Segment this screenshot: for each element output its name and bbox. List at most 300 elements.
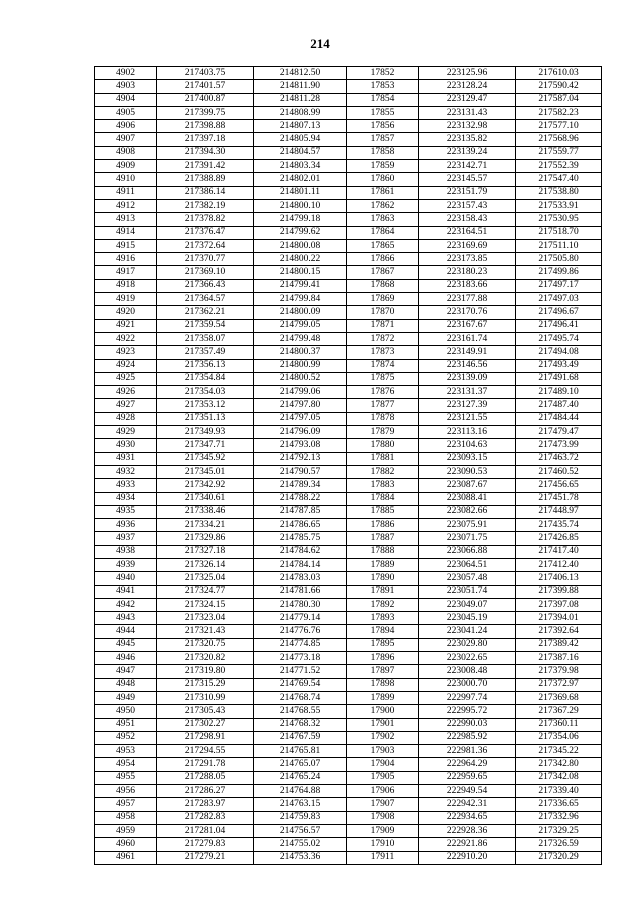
point-number-a-cell: 4945 (95, 638, 157, 651)
x-coordinate-a-cell: 217391.42 (157, 160, 254, 173)
x-coordinate-a-cell: 217334.21 (157, 519, 254, 532)
y-coordinate-b-cell: 217463.72 (516, 452, 602, 465)
point-number-b-cell: 17897 (347, 665, 419, 678)
table-row (95, 612, 602, 625)
point-number-b-cell: 17888 (347, 545, 419, 558)
point-number-a-cell: 4934 (95, 492, 157, 505)
table-row (95, 638, 602, 651)
y-coordinate-b-cell: 217495.74 (516, 332, 602, 345)
y-coordinate-b-cell: 217518.70 (516, 226, 602, 239)
x-coordinate-b-cell: 223146.56 (419, 359, 516, 372)
table-row (95, 851, 602, 864)
point-number-b-cell: 17867 (347, 266, 419, 279)
point-number-b-cell: 17871 (347, 319, 419, 332)
point-number-a-cell: 4946 (95, 652, 157, 665)
y-coordinate-b-cell: 217336.65 (516, 798, 602, 811)
point-number-b-cell: 17883 (347, 479, 419, 492)
x-coordinate-a-cell: 217401.57 (157, 80, 254, 93)
point-number-a-cell: 4941 (95, 585, 157, 598)
table-row (95, 93, 602, 106)
y-coordinate-a-cell: 214800.37 (254, 346, 347, 359)
point-number-b-cell: 17910 (347, 838, 419, 851)
x-coordinate-a-cell: 217354.84 (157, 372, 254, 385)
table-row (95, 213, 602, 226)
table-row (95, 479, 602, 492)
table-row (95, 426, 602, 439)
point-number-b-cell: 17901 (347, 718, 419, 731)
table-row (95, 771, 602, 784)
table-row (95, 558, 602, 571)
x-coordinate-a-cell: 217324.15 (157, 598, 254, 611)
point-number-b-cell: 17870 (347, 306, 419, 319)
y-coordinate-b-cell: 217326.59 (516, 838, 602, 851)
x-coordinate-a-cell: 217397.18 (157, 133, 254, 146)
x-coordinate-a-cell: 217378.82 (157, 213, 254, 226)
point-number-a-cell: 4927 (95, 399, 157, 412)
x-coordinate-a-cell: 217403.75 (157, 67, 254, 80)
point-number-a-cell: 4940 (95, 572, 157, 585)
x-coordinate-b-cell: 223093.15 (419, 452, 516, 465)
point-number-b-cell: 17852 (347, 67, 419, 80)
y-coordinate-a-cell: 214808.99 (254, 106, 347, 119)
x-coordinate-a-cell: 217282.83 (157, 811, 254, 824)
point-number-a-cell: 4958 (95, 811, 157, 824)
table-row (95, 279, 602, 292)
point-number-a-cell: 4931 (95, 452, 157, 465)
x-coordinate-a-cell: 217345.92 (157, 452, 254, 465)
point-number-a-cell: 4928 (95, 412, 157, 425)
point-number-b-cell: 17875 (347, 372, 419, 385)
x-coordinate-a-cell: 217327.18 (157, 545, 254, 558)
y-coordinate-a-cell: 214788.22 (254, 492, 347, 505)
point-number-a-cell: 4917 (95, 266, 157, 279)
y-coordinate-b-cell: 217399.88 (516, 585, 602, 598)
point-number-a-cell: 4959 (95, 824, 157, 837)
y-coordinate-b-cell: 217392.64 (516, 625, 602, 638)
y-coordinate-b-cell: 217451.78 (516, 492, 602, 505)
y-coordinate-b-cell: 217460.52 (516, 465, 602, 478)
point-number-b-cell: 17857 (347, 133, 419, 146)
x-coordinate-a-cell: 217394.30 (157, 146, 254, 159)
point-number-b-cell: 17865 (347, 239, 419, 252)
x-coordinate-b-cell: 223132.98 (419, 120, 516, 133)
y-coordinate-b-cell: 217369.68 (516, 691, 602, 704)
y-coordinate-b-cell: 217342.80 (516, 758, 602, 771)
y-coordinate-a-cell: 214776.76 (254, 625, 347, 638)
point-number-a-cell: 4947 (95, 665, 157, 678)
point-number-b-cell: 17907 (347, 798, 419, 811)
y-coordinate-a-cell: 214801.11 (254, 186, 347, 199)
x-coordinate-b-cell: 223022.65 (419, 652, 516, 665)
table-row (95, 492, 602, 505)
table-row (95, 452, 602, 465)
point-number-a-cell: 4952 (95, 731, 157, 744)
y-coordinate-a-cell: 214811.28 (254, 93, 347, 106)
x-coordinate-b-cell: 223045.19 (419, 612, 516, 625)
point-number-b-cell: 17906 (347, 785, 419, 798)
table-row (95, 745, 602, 758)
y-coordinate-a-cell: 214767.59 (254, 731, 347, 744)
y-coordinate-b-cell: 217329.25 (516, 824, 602, 837)
x-coordinate-a-cell: 217356.13 (157, 359, 254, 372)
x-coordinate-a-cell: 217338.46 (157, 505, 254, 518)
y-coordinate-b-cell: 217590.42 (516, 80, 602, 93)
x-coordinate-b-cell: 223167.67 (419, 319, 516, 332)
y-coordinate-b-cell: 217448.97 (516, 505, 602, 518)
x-coordinate-a-cell: 217362.21 (157, 306, 254, 319)
y-coordinate-b-cell: 217354.06 (516, 731, 602, 744)
table-row (95, 332, 602, 345)
point-number-b-cell: 17874 (347, 359, 419, 372)
point-number-b-cell: 17905 (347, 771, 419, 784)
point-number-b-cell: 17863 (347, 213, 419, 226)
x-coordinate-b-cell: 222928.36 (419, 824, 516, 837)
y-coordinate-b-cell: 217487.40 (516, 399, 602, 412)
x-coordinate-a-cell: 217279.21 (157, 851, 254, 864)
point-number-a-cell: 4938 (95, 545, 157, 558)
x-coordinate-b-cell: 223131.43 (419, 106, 516, 119)
point-number-a-cell: 4932 (95, 465, 157, 478)
y-coordinate-b-cell: 217489.10 (516, 386, 602, 399)
y-coordinate-b-cell: 217511.10 (516, 239, 602, 252)
x-coordinate-a-cell: 217320.82 (157, 652, 254, 665)
y-coordinate-b-cell: 217552.39 (516, 160, 602, 173)
point-number-b-cell: 17855 (347, 106, 419, 119)
y-coordinate-a-cell: 214784.14 (254, 558, 347, 571)
point-number-b-cell: 17889 (347, 558, 419, 571)
x-coordinate-a-cell: 217354.03 (157, 386, 254, 399)
point-number-a-cell: 4961 (95, 851, 157, 864)
x-coordinate-b-cell: 223151.79 (419, 186, 516, 199)
x-coordinate-a-cell: 217358.07 (157, 332, 254, 345)
y-coordinate-b-cell: 217473.99 (516, 439, 602, 452)
table-row (95, 160, 602, 173)
x-coordinate-a-cell: 217349.93 (157, 426, 254, 439)
y-coordinate-b-cell: 217497.17 (516, 279, 602, 292)
x-coordinate-b-cell: 222997.74 (419, 691, 516, 704)
x-coordinate-b-cell: 223075.91 (419, 519, 516, 532)
y-coordinate-a-cell: 214812.50 (254, 67, 347, 80)
point-number-b-cell: 17886 (347, 519, 419, 532)
x-coordinate-b-cell: 223183.66 (419, 279, 516, 292)
x-coordinate-b-cell: 223125.96 (419, 67, 516, 80)
point-number-a-cell: 4916 (95, 253, 157, 266)
point-number-b-cell: 17894 (347, 625, 419, 638)
point-number-b-cell: 17899 (347, 691, 419, 704)
y-coordinate-a-cell: 214799.05 (254, 319, 347, 332)
point-number-a-cell: 4911 (95, 186, 157, 199)
y-coordinate-b-cell: 217533.91 (516, 199, 602, 212)
x-coordinate-b-cell: 223158.43 (419, 213, 516, 226)
y-coordinate-a-cell: 214804.57 (254, 146, 347, 159)
y-coordinate-a-cell: 214800.08 (254, 239, 347, 252)
y-coordinate-a-cell: 214811.90 (254, 80, 347, 93)
x-coordinate-a-cell: 217323.04 (157, 612, 254, 625)
point-number-a-cell: 4907 (95, 133, 157, 146)
x-coordinate-b-cell: 223064.51 (419, 558, 516, 571)
y-coordinate-a-cell: 214800.09 (254, 306, 347, 319)
point-number-b-cell: 17880 (347, 439, 419, 452)
point-number-b-cell: 17895 (347, 638, 419, 651)
point-number-b-cell: 17879 (347, 426, 419, 439)
y-coordinate-a-cell: 214785.75 (254, 532, 347, 545)
x-coordinate-a-cell: 217329.86 (157, 532, 254, 545)
x-coordinate-a-cell: 217302.27 (157, 718, 254, 731)
y-coordinate-b-cell: 217332.96 (516, 811, 602, 824)
y-coordinate-a-cell: 214803.34 (254, 160, 347, 173)
point-number-a-cell: 4948 (95, 678, 157, 691)
y-coordinate-b-cell: 217610.03 (516, 67, 602, 80)
point-number-b-cell: 17902 (347, 731, 419, 744)
y-coordinate-b-cell: 217417.40 (516, 545, 602, 558)
point-number-a-cell: 4922 (95, 332, 157, 345)
x-coordinate-a-cell: 217400.87 (157, 93, 254, 106)
x-coordinate-b-cell: 223170.76 (419, 306, 516, 319)
y-coordinate-a-cell: 214799.41 (254, 279, 347, 292)
point-number-a-cell: 4930 (95, 439, 157, 452)
point-number-b-cell: 17861 (347, 186, 419, 199)
table-row (95, 359, 602, 372)
point-number-a-cell: 4929 (95, 426, 157, 439)
point-number-b-cell: 17884 (347, 492, 419, 505)
y-coordinate-b-cell: 217389.42 (516, 638, 602, 651)
y-coordinate-a-cell: 214773.18 (254, 652, 347, 665)
x-coordinate-a-cell: 217345.01 (157, 465, 254, 478)
x-coordinate-b-cell: 223104.63 (419, 439, 516, 452)
y-coordinate-b-cell: 217494.08 (516, 346, 602, 359)
x-coordinate-a-cell: 217281.04 (157, 824, 254, 837)
y-coordinate-b-cell: 217499.86 (516, 266, 602, 279)
x-coordinate-b-cell: 223139.24 (419, 146, 516, 159)
x-coordinate-b-cell: 223087.67 (419, 479, 516, 492)
x-coordinate-a-cell: 217366.43 (157, 279, 254, 292)
x-coordinate-b-cell: 223121.55 (419, 412, 516, 425)
x-coordinate-b-cell: 223142.71 (419, 160, 516, 173)
x-coordinate-a-cell: 217340.61 (157, 492, 254, 505)
y-coordinate-a-cell: 214800.52 (254, 372, 347, 385)
x-coordinate-b-cell: 222964.29 (419, 758, 516, 771)
y-coordinate-a-cell: 214759.83 (254, 811, 347, 824)
y-coordinate-a-cell: 214800.15 (254, 266, 347, 279)
point-number-a-cell: 4918 (95, 279, 157, 292)
point-number-b-cell: 17887 (347, 532, 419, 545)
point-number-a-cell: 4910 (95, 173, 157, 186)
table-row (95, 186, 602, 199)
x-coordinate-a-cell: 217305.43 (157, 705, 254, 718)
y-coordinate-a-cell: 214799.18 (254, 213, 347, 226)
x-coordinate-b-cell: 223157.43 (419, 199, 516, 212)
x-coordinate-a-cell: 217320.75 (157, 638, 254, 651)
y-coordinate-b-cell: 217367.29 (516, 705, 602, 718)
x-coordinate-b-cell: 222949.54 (419, 785, 516, 798)
y-coordinate-a-cell: 214799.06 (254, 386, 347, 399)
x-coordinate-a-cell: 217279.83 (157, 838, 254, 851)
y-coordinate-b-cell: 217505.80 (516, 253, 602, 266)
x-coordinate-b-cell: 223000.70 (419, 678, 516, 691)
x-coordinate-a-cell: 217286.27 (157, 785, 254, 798)
x-coordinate-a-cell: 217388.89 (157, 173, 254, 186)
point-number-a-cell: 4908 (95, 146, 157, 159)
point-number-b-cell: 17903 (347, 745, 419, 758)
y-coordinate-a-cell: 214797.80 (254, 399, 347, 412)
x-coordinate-a-cell: 217283.97 (157, 798, 254, 811)
table-row (95, 718, 602, 731)
table-row (95, 798, 602, 811)
table-row (95, 386, 602, 399)
y-coordinate-a-cell: 214805.94 (254, 133, 347, 146)
coordinates-table-body (95, 67, 602, 865)
table-row (95, 811, 602, 824)
y-coordinate-b-cell: 217497.03 (516, 293, 602, 306)
table-row (95, 239, 602, 252)
point-number-a-cell: 4956 (95, 785, 157, 798)
x-coordinate-b-cell: 222942.31 (419, 798, 516, 811)
y-coordinate-b-cell: 217372.97 (516, 678, 602, 691)
y-coordinate-a-cell: 214787.85 (254, 505, 347, 518)
point-number-a-cell: 4936 (95, 519, 157, 532)
table-row (95, 106, 602, 119)
table-row (95, 785, 602, 798)
x-coordinate-a-cell: 217399.75 (157, 106, 254, 119)
y-coordinate-b-cell: 217493.49 (516, 359, 602, 372)
x-coordinate-a-cell: 217291.78 (157, 758, 254, 771)
point-number-b-cell: 17900 (347, 705, 419, 718)
y-coordinate-a-cell: 214799.84 (254, 293, 347, 306)
x-coordinate-a-cell: 217369.10 (157, 266, 254, 279)
x-coordinate-b-cell: 223029.80 (419, 638, 516, 651)
y-coordinate-b-cell: 217530.95 (516, 213, 602, 226)
y-coordinate-b-cell: 217342.08 (516, 771, 602, 784)
table-row (95, 572, 602, 585)
x-coordinate-b-cell: 223127.39 (419, 399, 516, 412)
table-row (95, 758, 602, 771)
point-number-a-cell: 4955 (95, 771, 157, 784)
point-number-b-cell: 17862 (347, 199, 419, 212)
table-row (95, 585, 602, 598)
x-coordinate-a-cell: 217376.47 (157, 226, 254, 239)
table-row (95, 412, 602, 425)
x-coordinate-b-cell: 222995.72 (419, 705, 516, 718)
x-coordinate-b-cell: 223173.85 (419, 253, 516, 266)
point-number-a-cell: 4906 (95, 120, 157, 133)
y-coordinate-b-cell: 217559.77 (516, 146, 602, 159)
table-row (95, 319, 602, 332)
y-coordinate-a-cell: 214786.65 (254, 519, 347, 532)
y-coordinate-b-cell: 217397.08 (516, 598, 602, 611)
y-coordinate-a-cell: 214768.74 (254, 691, 347, 704)
table-row (95, 399, 602, 412)
point-number-b-cell: 17864 (347, 226, 419, 239)
table-row (95, 133, 602, 146)
x-coordinate-a-cell: 217321.43 (157, 625, 254, 638)
x-coordinate-b-cell: 223128.24 (419, 80, 516, 93)
x-coordinate-a-cell: 217310.99 (157, 691, 254, 704)
x-coordinate-b-cell: 223131.37 (419, 386, 516, 399)
y-coordinate-a-cell: 214807.13 (254, 120, 347, 133)
point-number-b-cell: 17896 (347, 652, 419, 665)
point-number-b-cell: 17854 (347, 93, 419, 106)
y-coordinate-a-cell: 214765.81 (254, 745, 347, 758)
x-coordinate-a-cell: 217342.92 (157, 479, 254, 492)
x-coordinate-b-cell: 223090.53 (419, 465, 516, 478)
point-number-b-cell: 17856 (347, 120, 419, 133)
point-number-a-cell: 4951 (95, 718, 157, 731)
point-number-a-cell: 4903 (95, 80, 157, 93)
table-row (95, 146, 602, 159)
x-coordinate-a-cell: 217324.77 (157, 585, 254, 598)
point-number-b-cell: 17898 (347, 678, 419, 691)
point-number-b-cell: 17859 (347, 160, 419, 173)
y-coordinate-a-cell: 214768.32 (254, 718, 347, 731)
x-coordinate-a-cell: 217326.14 (157, 558, 254, 571)
x-coordinate-a-cell: 217294.55 (157, 745, 254, 758)
y-coordinate-b-cell: 217547.40 (516, 173, 602, 186)
point-number-a-cell: 4933 (95, 479, 157, 492)
point-number-a-cell: 4957 (95, 798, 157, 811)
table-row (95, 505, 602, 518)
table-row (95, 678, 602, 691)
x-coordinate-a-cell: 217325.04 (157, 572, 254, 585)
y-coordinate-b-cell: 217491.68 (516, 372, 602, 385)
table-row (95, 439, 602, 452)
point-number-a-cell: 4939 (95, 558, 157, 571)
point-number-b-cell: 17908 (347, 811, 419, 824)
table-row (95, 253, 602, 266)
x-coordinate-b-cell: 223161.74 (419, 332, 516, 345)
table-row (95, 519, 602, 532)
x-coordinate-b-cell: 223057.48 (419, 572, 516, 585)
table-row (95, 652, 602, 665)
point-number-a-cell: 4905 (95, 106, 157, 119)
y-coordinate-a-cell: 214765.07 (254, 758, 347, 771)
point-number-b-cell: 17868 (347, 279, 419, 292)
table-row (95, 824, 602, 837)
x-coordinate-a-cell: 217386.14 (157, 186, 254, 199)
y-coordinate-b-cell: 217538.80 (516, 186, 602, 199)
coordinates-table (94, 66, 602, 865)
y-coordinate-b-cell: 217379.98 (516, 665, 602, 678)
x-coordinate-a-cell: 217319.80 (157, 665, 254, 678)
x-coordinate-b-cell: 223051.74 (419, 585, 516, 598)
y-coordinate-a-cell: 214764.88 (254, 785, 347, 798)
x-coordinate-b-cell: 222990.03 (419, 718, 516, 731)
table-row (95, 80, 602, 93)
table-row (95, 226, 602, 239)
y-coordinate-a-cell: 214799.62 (254, 226, 347, 239)
y-coordinate-b-cell: 217387.16 (516, 652, 602, 665)
table-row (95, 465, 602, 478)
y-coordinate-a-cell: 214765.24 (254, 771, 347, 784)
x-coordinate-b-cell: 223139.09 (419, 372, 516, 385)
x-coordinate-a-cell: 217370.77 (157, 253, 254, 266)
y-coordinate-b-cell: 217484.44 (516, 412, 602, 425)
point-number-a-cell: 4921 (95, 319, 157, 332)
y-coordinate-b-cell: 217320.29 (516, 851, 602, 864)
y-coordinate-a-cell: 214792.13 (254, 452, 347, 465)
point-number-b-cell: 17882 (347, 465, 419, 478)
table-row (95, 705, 602, 718)
x-coordinate-a-cell: 217347.71 (157, 439, 254, 452)
x-coordinate-b-cell: 223145.57 (419, 173, 516, 186)
y-coordinate-a-cell: 214793.08 (254, 439, 347, 452)
x-coordinate-b-cell: 223169.69 (419, 239, 516, 252)
y-coordinate-b-cell: 217435.74 (516, 519, 602, 532)
point-number-b-cell: 17904 (347, 758, 419, 771)
x-coordinate-a-cell: 217398.88 (157, 120, 254, 133)
y-coordinate-b-cell: 217406.13 (516, 572, 602, 585)
point-number-b-cell: 17872 (347, 332, 419, 345)
point-number-a-cell: 4954 (95, 758, 157, 771)
